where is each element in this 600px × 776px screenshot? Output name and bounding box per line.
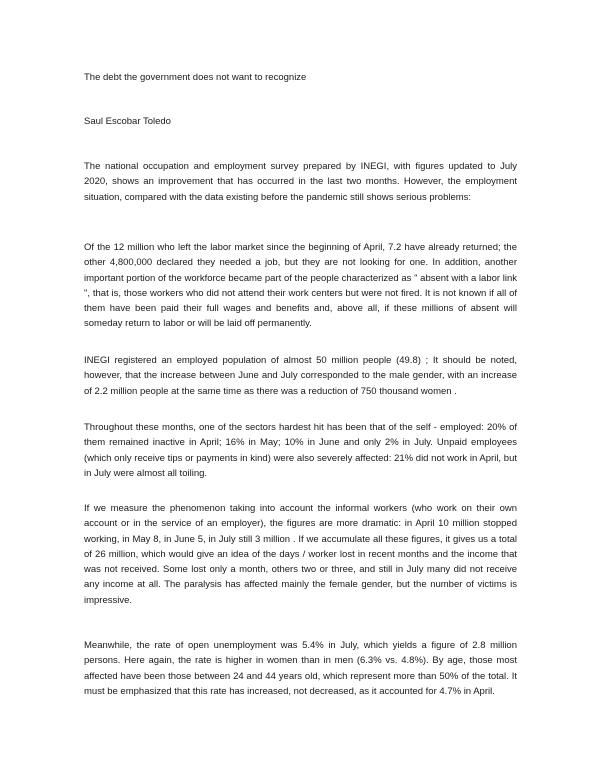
paragraph-6: Meanwhile, the rate of open unemployment was 5.4% in July, which yields a figure of 2.8 million persons. Here again, the rate is higher in women than in men (6.3% vs. 4.8%). By age, those most affected have been those between 24 and 44 years old, which represent more than 50% of the total. It must be emphasized that this rate has increased, not decreased, as it accounted for 4.7% in April. — [84, 640, 517, 697]
document-author: Saul Escobar Toledo — [84, 116, 171, 127]
paragraph-1: The national occupation and employment survey prepared by INEGI, with figures updated to July 2020, shows an improvement that has occurred in the last two months. However, the employment situation, compared with the data existing before the pandemic still shows serious problems: — [84, 161, 517, 203]
document-title: The debt the government does not want to recognize — [84, 72, 307, 83]
paragraph-5: If we measure the phenomenon taking into account the informal workers (who work on their own account or in the service of an employer), the figures are more dramatic: in April 10 million stopped working, in May 8, in June 5, in July still 3 million . If we accumulate all these figures, it gives us a total of 26 million, which would give an idea of the days / worker lost in recent months and the income that was not received. Some lost only a month, others two or three, and still in July many did not receive any income at all. The paralysis has affected mainly the female gender, but the number of victims is impressive. — [84, 503, 517, 606]
paragraph-3: INEGI registered an employed population of almost 50 million people (49.8) ; It should be noted, however, that the increase between June and July corresponded to the male gender, with an increase of 2.2 million people at the same time as there was a reduction of 750 thousand women . — [84, 355, 517, 397]
paragraph-2: Of the 12 million who left the labor market since the beginning of April, 7.2 have already returned; the other 4,800,000 declared they needed a job, but they are not looking for one. In addition, another important portion of the workforce became part of the people characterized as " absent with a labor link ", that is, those workers who did not attend their work centers but were not fired. It is not known if all of them have been paid their full wages and benefits and, above all, if these millions of absent will someday return to labor or will be laid off permanently. — [84, 242, 517, 330]
paragraph-4: Throughout these months, one of the sectors hardest hit has been that of the self - employed: 20% of them remained inactive in April; 16% in May; 10% in June and only 2% in July. Unpaid employees (which only receive tips or payments in kind) were also severely affected: 21% did not work in April, but in July were almost all toiling. — [84, 422, 517, 479]
